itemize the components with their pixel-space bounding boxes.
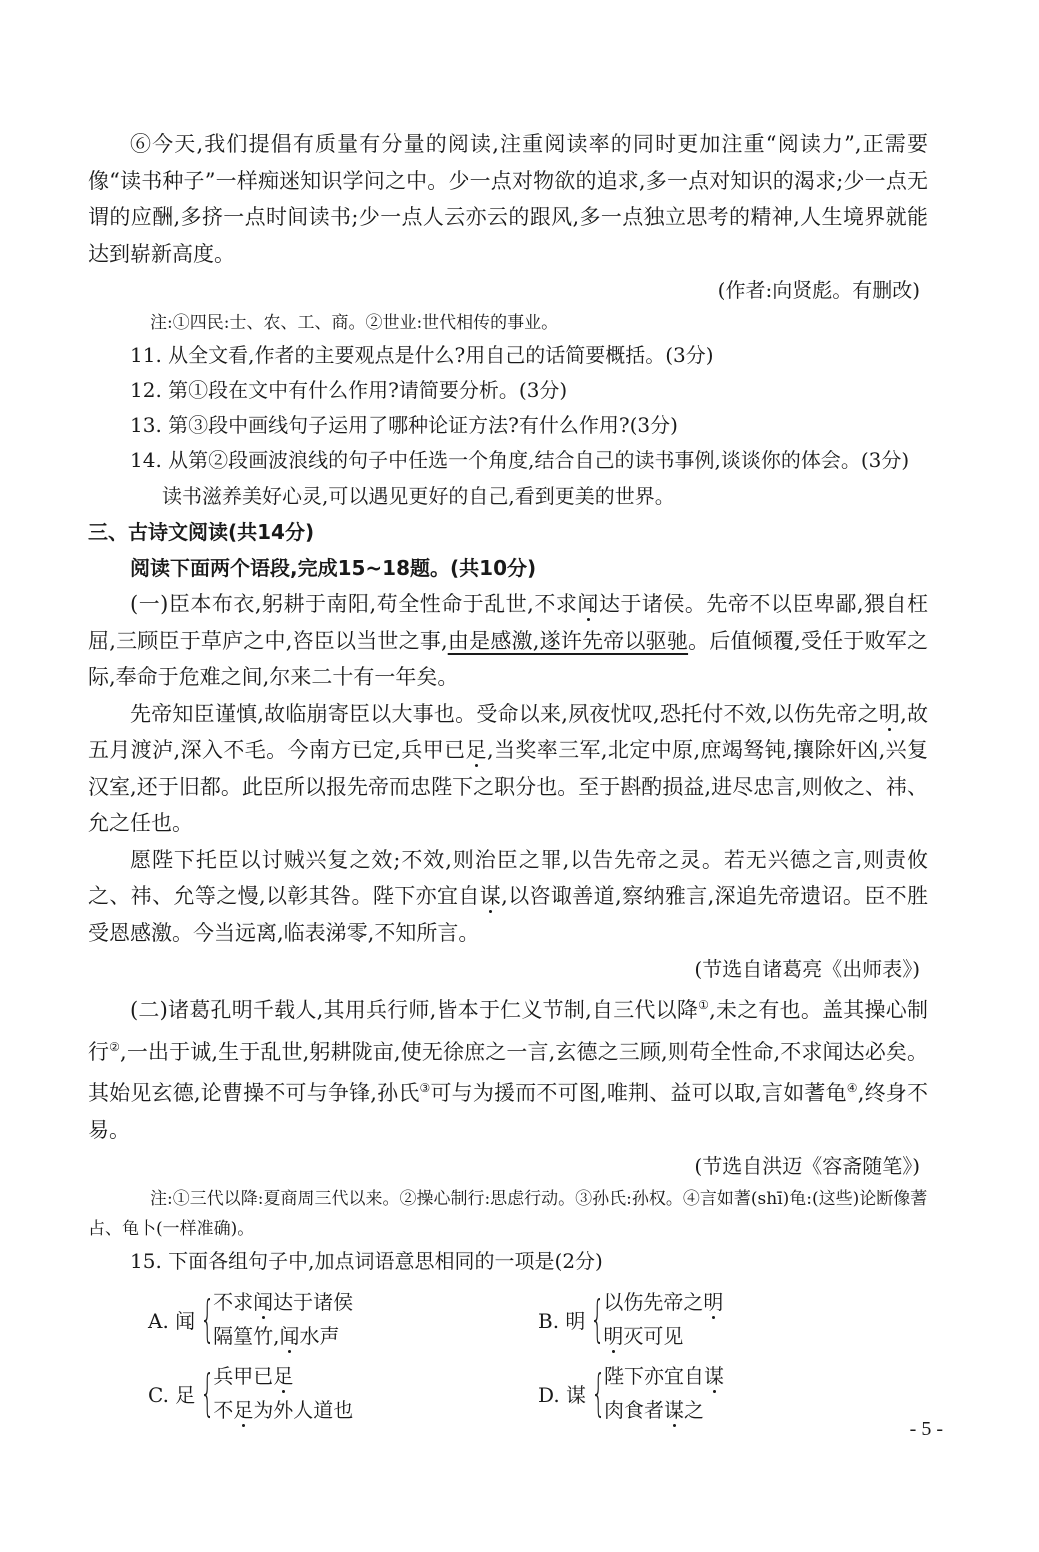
option-a: A. 闻 { 不求闻达于诸侯 隔篁竹,闻水声 [148,1290,354,1348]
question-15-options [88,1283,928,1433]
article-notes: 注:①四民:士、农、工、商。②世业:世代相传的事业。 [150,313,559,333]
option-d: D. 谋 { 陛下亦宜自谋 肉食者谋之 [538,1364,725,1422]
dotted-word: 足 [465,738,487,762]
dotted-word: 谋 [479,884,502,908]
option-b: B. 明 { 以伤先帝之明 明灭可见 [538,1290,724,1348]
page-number: - 5 - [909,1418,943,1440]
section-title: 三、古诗文阅读(共14分) [88,520,315,544]
passage1-para2: 先帝知臣谨慎,故临崩寄臣以大事也。受命以来,夙夜忧叹,恐托付不效,以伤先帝之明,故五月渡泸,深入不毛。今南方已定,兵甲已足,当奖率三军,北定中原,庶竭驽钝,攘除奸凶,兴复汉室,还于旧都。此臣所以报先帝而忠陛下之职分也。至于斟酌损益,进尽忠言,则攸之、祎、允之任也。 [88,701,929,835]
passage2-source: (节选自洪迈《容斋随笔》) [694,1154,920,1178]
underlined-sentence: 由是感激,遂许先帝以驱驰 [447,628,689,653]
option-c: C. 足 { 兵甲已足 不足为外人道也 [148,1364,354,1422]
section-intro: 阅读下面两个语段,完成15~18题。(共10分) [130,556,537,580]
dotted-word: 闻 [577,592,599,616]
article-source: (作者:向贤彪。有删改) [717,278,920,302]
dotted-word: 明 [878,701,901,726]
question-13: 13. 第③段中画线句子运用了哪种论证方法?有什么作用?(3分) [130,413,678,437]
question-11: 11. 从全文看,作者的主要观点是什么?用自己的话简要概括。(3分) [130,343,714,367]
passage1-para3: 愿陛下托臣以讨贼兴复之效;不效,则治臣之罪,以告先帝之灵。若无兴德之言,则责攸之、祎、允等之慢,以彰其咎。陛下亦宜自谋,以咨诹善道,察纳雅言,深追先帝遗诏。臣不胜受恩感激。今当远离,临表涕零,不知所言。 [88,847,928,945]
exam-page [88,126,928,1433]
passage-notes: 注:①三代以降:夏商周三代以来。②操心制行:思虑行动。③孙氏:孙权。④言如蓍(shī)龟:(这些)论断像蓍占、龟卜(一样准确)。 [88,1189,928,1239]
question-12: 12. 第①段在文中有什么作用?请简要分析。(3分) [130,378,568,402]
sample-sentence: 读书滋养美好心灵,可以遇见更好的自己,看到更美的世界。 [162,484,675,508]
question-15: 15. 下面各组句子中,加点词语意思相同的一项是(2分) [130,1249,603,1273]
passage2-para: (二)诸葛孔明千载人,其用兵行师,皆本于仁义节制,自三代以降①,未之有也。盖其操心制行②,一出于诚,生于乱世,躬耕陇亩,使无徐庶之一言,玄德之三顾,则苟全性命,不求闻达必矣。其始见玄德,论曹操不可与争锋,孙氏③可与为援而不可图,唯荆、益可以取,言如蓍龟④,终身不易。 [88,998,928,1142]
question-14: 14. 从第②段画波浪线的句子中任选一个角度,结合自己的读书事例,谈谈你的体会。(3分) [130,448,910,472]
passage1-para1: (一)臣本布衣,躬耕于南阳,苟全性命于乱世,不求闻达于诸侯。先帝不以臣卑鄙,猥自枉屈,三顾臣于草庐之中,咨臣以当世之事,由是感激,遂许先帝以驱驰。后值倾覆,受任于败军之际,奉命于危难之间,尔来二十有一年矣。 [88,592,928,689]
paragraph-6: ⑥今天,我们提倡有质量有分量的阅读,注重阅读率的同时更加注重“阅读力”,正需要像“读书种子”一样痴迷知识学问之中。少一点对物欲的追求,多一点对知识的渴求;少一点无谓的应酬,多挤一点时间读书;少一点人云亦云的跟风,多一点独立思考的精神,人生境界就能达到崭新高度。 [88,132,928,266]
passage1-source: (节选自诸葛亮《出师表》) [694,957,920,981]
